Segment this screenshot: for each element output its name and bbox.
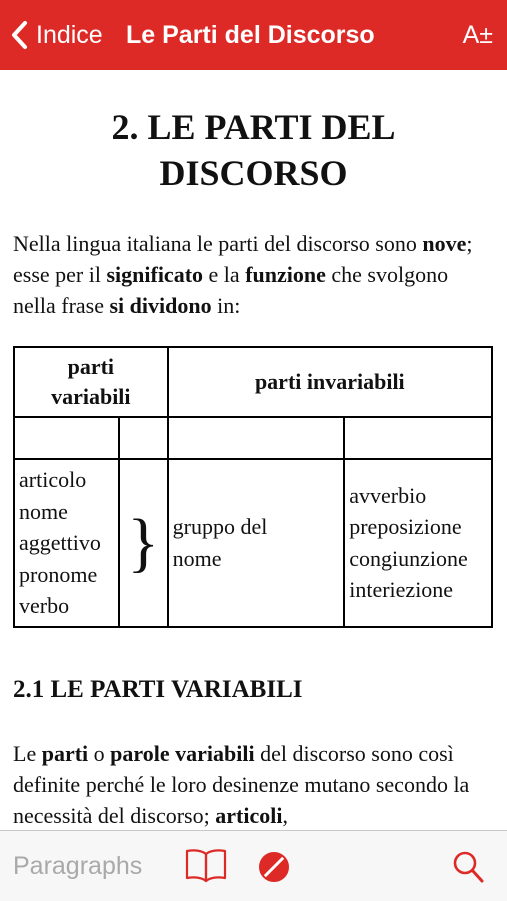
back-button[interactable] [10,18,103,52]
header-variabili-line1: parti [67,354,115,379]
font-size-button[interactable]: A± [462,21,493,49]
reader-content[interactable] [0,70,507,830]
para-text-2: o [88,741,111,766]
intro-paragraph [13,228,493,321]
header-invariabili: parti invariabili [168,347,492,417]
body-paragraph [13,738,495,830]
page-title: Le Parti del Discorso [126,21,375,49]
variabili-list [14,459,119,627]
list-item: articolo [19,467,87,492]
para-text-4: , [282,803,288,828]
back-label: Indice [36,20,103,49]
chevron-left-icon [10,20,28,50]
header-variabili-line2: variabili [51,384,131,409]
intro-bold-2: significato [106,262,204,287]
gruppo-line2: nome [172,545,222,571]
chapter-title-line2: DISCORSO [159,153,348,193]
para-text-1: Le [13,741,42,766]
parts-table [13,346,493,628]
list-item: aggettivo [19,530,101,555]
gruppo-cell [168,459,345,627]
intro-bold-3: funzione [245,262,326,287]
chapter-title [0,104,507,196]
highlight-icon[interactable] [256,849,292,885]
intro-bold-1: nove [422,231,467,256]
gruppo-line1: gruppo del [172,514,268,540]
para-bold-3: articoli [215,803,283,828]
list-item: pronome [19,561,98,587]
list-item: verbo [19,593,70,618]
header-variabili [14,347,168,417]
empty-cell [344,417,492,459]
para-bold-1: parti [41,741,89,766]
list-item: avverbio [349,482,427,508]
section-title: 2.1 LE PARTI VARIABILI [13,676,303,703]
bottom-toolbar [0,830,507,901]
para-bold-2: parole variabili [110,741,255,766]
navigation-bar [0,0,507,70]
search-icon[interactable] [451,849,485,885]
para-text-3: del discorso sono così definite perché le loro desinenze mutano secondo la necessità del discorso; [13,741,470,828]
chapter-title-line1: 2. LE PARTI DEL [111,107,396,147]
empty-cell [168,417,345,459]
intro-text-3: e la [203,262,246,287]
empty-cell [119,417,168,459]
intro-text-5: in: [211,293,241,318]
book-icon[interactable] [184,847,228,885]
list-item: congiunzione [349,545,468,571]
list-item: interiezione [349,577,454,603]
brace-symbol: } [119,459,168,627]
intro-text-1: Nella lingua italiana le parti del discorso sono [13,231,423,256]
intro-text-4: che svolgono nella frase [13,262,449,318]
empty-cell [14,417,119,459]
list-item: preposizione [349,514,462,540]
invariabili-list [344,459,492,627]
intro-text-2: ; esse per il [13,231,473,287]
paragraphs-button[interactable]: Paragraphs [13,852,143,880]
list-item: nome [19,498,68,524]
intro-bold-4: si dividono [109,293,212,318]
